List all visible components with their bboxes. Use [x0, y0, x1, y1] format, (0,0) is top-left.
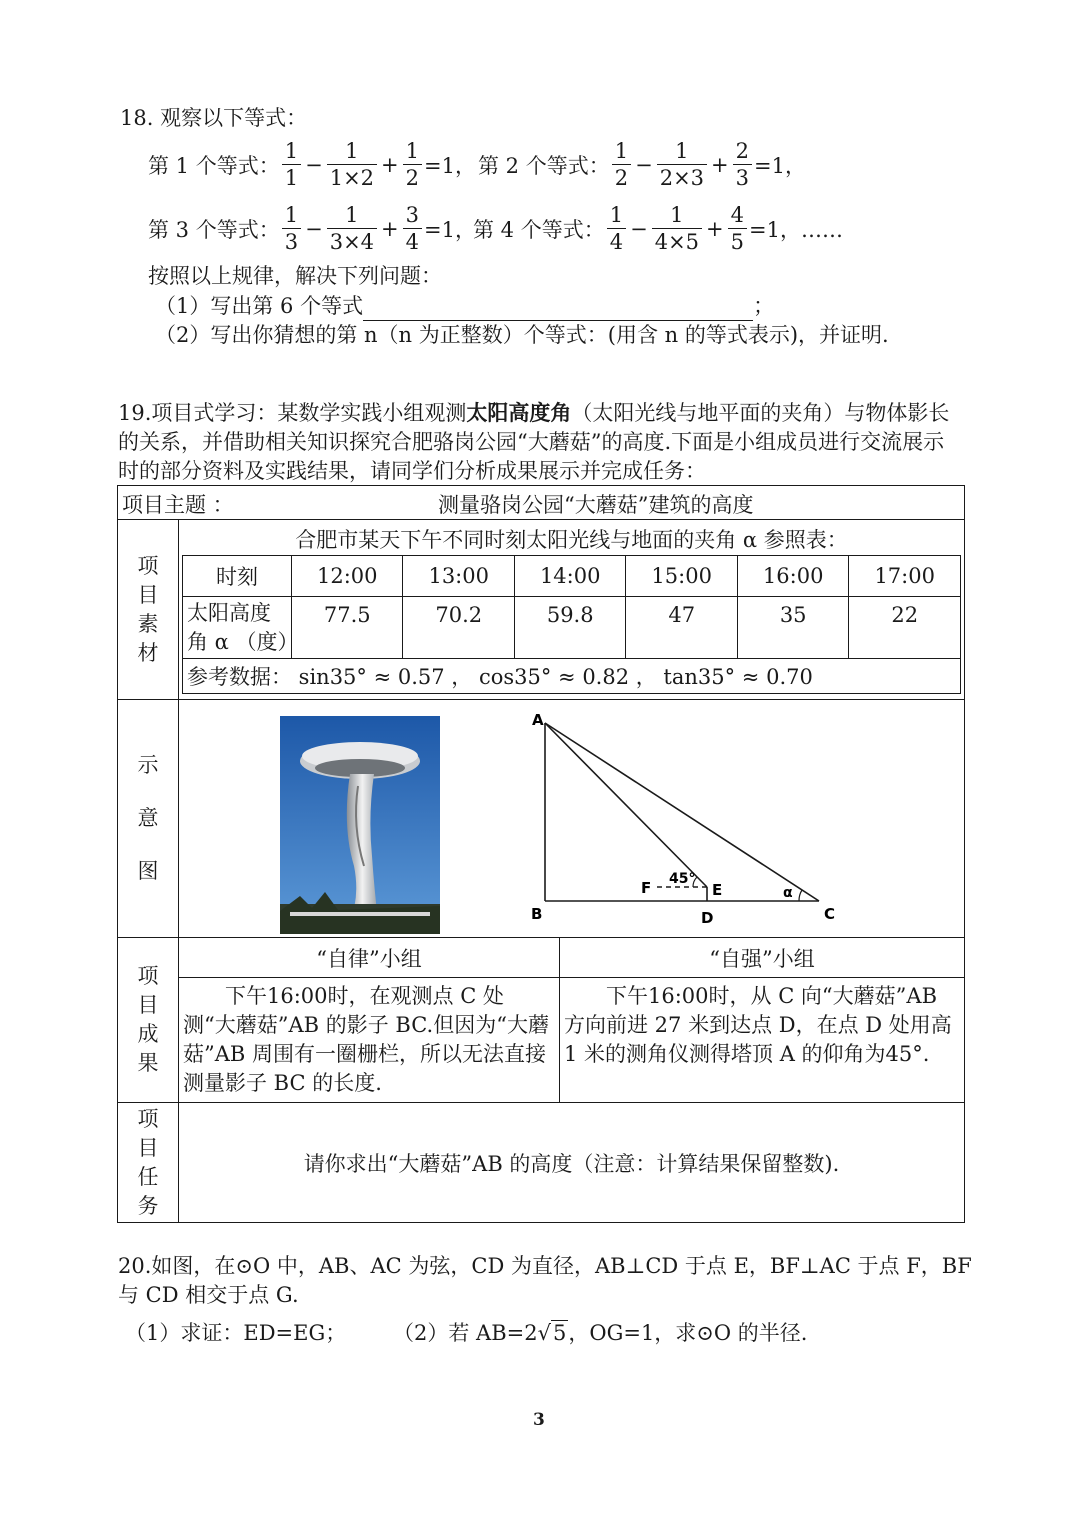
- task-label: 项 目 任 务: [118, 1103, 179, 1223]
- point-e-label: E: [712, 880, 723, 899]
- group2-result: 下午16:00时，从 C 向“大蘑菇”AB 方向前进 27 米到达点 D，在点 D 处用高 1 米的测角仪测得塔顶 A 的仰角为45°.: [560, 978, 965, 1103]
- reference-data: 参考数据： sin35° ≈ 0.57 ， cos35° ≈ 0.82 ， tan35° ≈ 0.70: [183, 659, 961, 694]
- q20-part-2: （2）若 AB=2√5，OG=1，求⊙O 的半径.: [393, 1318, 807, 1348]
- fraction: $\frac{4}{5}$: [728, 202, 747, 255]
- q18-title: 18. 观察以下等式：: [120, 106, 308, 130]
- q19-intro-line-1: 19.项目式学习：某数学实践小组观测太阳高度角（太阳光线与地平面的夹角）与物体影长: [118, 400, 950, 425]
- segment-ae: [545, 723, 707, 887]
- point-c-label: C: [824, 904, 836, 923]
- q19-intro-line-2: 的关系，并借助相关知识探究合肥骆岗公园“大蘑菇”的高度.下面是小组成员进行交流展示: [118, 430, 945, 454]
- material-label: 项 目 素 材: [118, 520, 179, 700]
- triangle-diagram: [519, 709, 839, 937]
- angle-alpha-label: α: [783, 884, 793, 901]
- theme-title: 测量骆岗公园“大蘑菇”建筑的高度: [438, 492, 754, 517]
- time-cell: 16:00: [737, 556, 848, 597]
- q20-line-2: 与 CD 相交于点 G.: [118, 1283, 299, 1307]
- q19-intro-line-3: 时的部分资料及实践结果，请同学们分析成果展示并完成任务：: [118, 459, 706, 483]
- page-number: 3: [533, 1410, 545, 1430]
- fraction: $\frac{1}{2\times 3}$: [657, 138, 707, 191]
- angle-header: 太阳高度 角 α （度）: [183, 597, 292, 659]
- angle-cell: 22: [849, 597, 961, 659]
- eq-label: 第 2 个等式：: [478, 153, 610, 178]
- material-cell: [179, 520, 965, 700]
- fraction: $\frac{1}{3\times 4}$: [327, 202, 377, 255]
- point-f-label: F: [641, 878, 652, 897]
- eq-rhs: =1，: [424, 153, 476, 178]
- fraction: $\frac{1}{2}$: [403, 138, 422, 191]
- group1-title: “自律”小组: [179, 938, 560, 978]
- point-a-label: A: [532, 710, 544, 729]
- task-text: 请你求出“大蘑菇”AB 的高度（注意：计算结果保留整数).: [179, 1103, 965, 1223]
- eq-rhs: =1，: [424, 217, 476, 242]
- mushroom-building-photo: [280, 716, 440, 934]
- angle-table-title: 合肥市某天下午不同时刻太阳光线与地面的夹角 α 参照表：: [295, 528, 848, 552]
- q18-equation-4: 第 4 个等式： $\frac{1}{4}$ − $\frac{1}{4\times 5}$ + $\frac{4}{5}$ =1，……: [473, 203, 843, 254]
- q18-equation-3: 第 3 个等式： $\frac{1}{3}$ − $\frac{1}{3\times 4}$ + $\frac{3}{4}$ =1，: [148, 203, 476, 254]
- fraction: $\frac{1}{4}$: [607, 202, 626, 255]
- diagram-cell: [179, 700, 965, 938]
- angle-cell: 70.2: [403, 597, 514, 659]
- theme-row: [118, 486, 965, 520]
- time-cell: 14:00: [514, 556, 625, 597]
- fraction: $\frac{1}{2}$: [612, 138, 631, 191]
- fraction: $\frac{1}{4\times 5}$: [652, 202, 702, 255]
- q18-equation-1: 第 1 个等式： $\frac{1}{1}$ − $\frac{1}{1\times 2}$ + $\frac{1}{2}$ =1，: [148, 139, 476, 190]
- angle-45-label: 45°: [669, 870, 696, 887]
- q20-line-1: 20.如图，在⊙O 中，AB、AC 为弦，CD 为直径，AB⊥CD 于点 E，BF⊥AC 于点 F，BF: [118, 1254, 972, 1278]
- eq-label: 第 4 个等式：: [473, 217, 605, 242]
- eq-label: 第 3 个等式：: [148, 217, 280, 242]
- point-d-label: D: [701, 908, 714, 927]
- theme-label: 项目主题 ：: [122, 492, 234, 517]
- time-cell: 12:00: [292, 556, 403, 597]
- project-table: [117, 485, 965, 1223]
- group2-title: “自强”小组: [560, 938, 965, 978]
- time-cell: 17:00: [849, 556, 961, 597]
- q20-part-1: （1）求证：ED=EG；: [125, 1321, 347, 1345]
- time-header: 时刻: [183, 556, 292, 597]
- group1-result: 下午16:00时，在观测点 C 处测“大蘑菇”AB 的影子 BC.但因为“大蘑菇”AB 周围有一圈栅栏，所以无法直接测量影子 BC 的长度.: [179, 978, 560, 1103]
- result-label: 项 目 成 果: [118, 938, 179, 1103]
- fraction: $\frac{2}{3}$: [733, 138, 752, 191]
- sqrt-symbol: √5: [537, 1321, 567, 1345]
- answer-blank[interactable]: [363, 298, 753, 321]
- fraction: $\frac{1}{1\times 2}$: [327, 138, 377, 191]
- q18-part-1: （1）写出第 6 个等式 ；: [155, 291, 774, 321]
- eq-rhs: =1，: [754, 153, 806, 178]
- time-cell: 13:00: [403, 556, 514, 597]
- fraction: $\frac{3}{4}$: [403, 202, 422, 255]
- keyword-solar-angle: 太阳高度角: [466, 400, 572, 425]
- eq-label: 第 1 个等式：: [148, 153, 280, 178]
- time-cell: 15:00: [626, 556, 737, 597]
- angle-cell: 47: [626, 597, 737, 659]
- eq-rhs: =1，……: [749, 217, 843, 242]
- q18-part-2: （2）写出你猜想的第 n（n 为正整数）个等式：(用含 n 的等式表示)，并证明.: [155, 323, 889, 347]
- angle-cell: 59.8: [514, 597, 625, 659]
- point-b-label: B: [531, 904, 543, 923]
- fraction: $\frac{1}{3}$: [282, 202, 301, 255]
- angle-cell: 35: [737, 597, 848, 659]
- fraction: $\frac{1}{1}$: [282, 138, 301, 191]
- q18-rule: 按照以上规律，解决下列问题：: [148, 264, 442, 288]
- angle-alpha-arc: [799, 890, 802, 901]
- q18-equation-2: 第 2 个等式： $\frac{1}{2}$ − $\frac{1}{2\times 3}$ + $\frac{2}{3}$ =1，: [478, 139, 806, 190]
- angle-cell: 77.5: [292, 597, 403, 659]
- diagram-label: 示 意 图: [118, 700, 179, 938]
- angle-table: [182, 555, 961, 694]
